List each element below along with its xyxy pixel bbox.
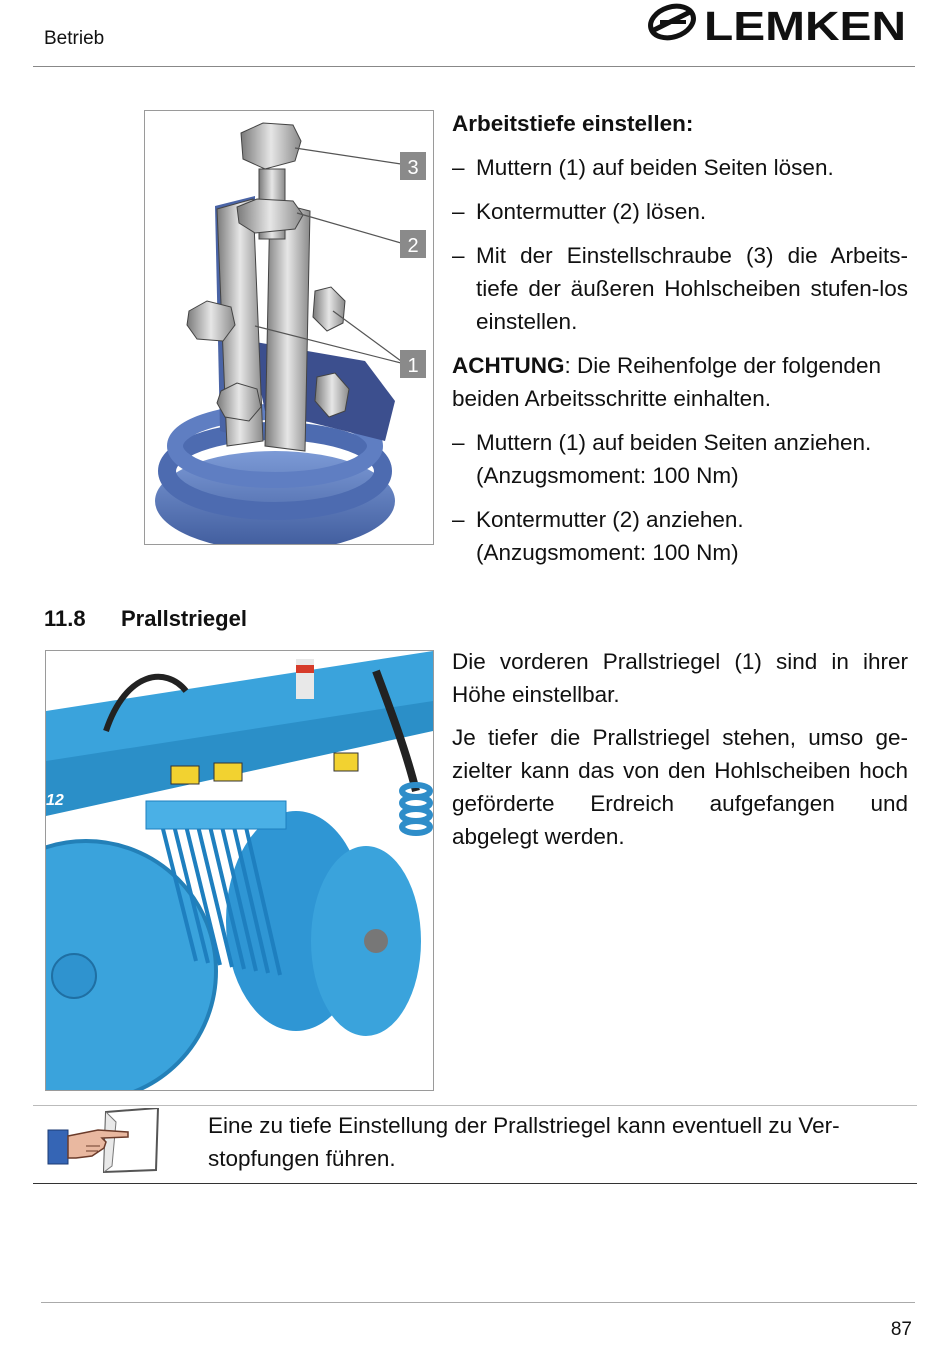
tighten-step-1-line1: Muttern (1) auf beiden Seiten anziehen. [476, 430, 872, 455]
prallstriegel-illustration [46, 651, 433, 1090]
note-bottom-rule [33, 1183, 917, 1184]
section-title: Prallstriegel [121, 606, 247, 631]
figure-depth-adjustment [144, 110, 434, 545]
depth-adjustment-illustration [145, 111, 433, 544]
note-text: Eine zu tiefe Einstellung der Prallstriegel kann eventuell zu Ver-stopfungen führen. [208, 1113, 840, 1171]
section-number: 11.8 [44, 606, 86, 631]
lemken-logo [646, 0, 908, 52]
attention-text: : Die Reihenfolge der folgenden beiden Arbeitsschritte einhalten. [452, 353, 881, 411]
callout-label-1: 1 [407, 355, 419, 377]
prallstriegel-para-2: Je tiefer die Prallstriegel stehen, umso ge-zielter kann das von den Hohlscheiben hoch geförderte Erdreich aufgefangen und abgelegt werden. [452, 725, 908, 849]
figure-prallstriegel [45, 650, 434, 1091]
header-section-title: Betrieb [44, 28, 105, 49]
tighten-step-2-torque: (Anzugsmoment: 100 Nm) [476, 540, 739, 565]
tighten-step-1-torque: (Anzugsmoment: 100 Nm) [476, 463, 739, 488]
page-number: 87 [890, 1319, 912, 1340]
attention-note [452, 349, 908, 415]
depth-instructions [452, 107, 908, 569]
tighten-step-2 [452, 503, 908, 569]
depth-step-2: – Kontermutter (2) lösen. [452, 195, 908, 228]
frame-number-label: 12 [46, 792, 64, 809]
lemken-logo-icon [646, 1, 697, 43]
footer-rule [41, 1302, 915, 1303]
pointing-hand-icon [46, 1108, 160, 1174]
note-top-rule [33, 1105, 917, 1106]
depth-heading: Arbeitstiefe einstellen: [452, 111, 694, 136]
depth-step-3: – Mit der Einstellschraube (3) die Arbeits-tiefe der äußeren Hohlscheiben stufen-los einstellen. [452, 239, 908, 338]
svg-text:LEMKEN: LEMKEN [704, 3, 906, 49]
tighten-step-1 [452, 426, 908, 492]
callout-label-2: 2 [407, 235, 419, 257]
header-rule [33, 66, 915, 67]
depth-step-1: – Muttern (1) auf beiden Seiten lösen. [452, 151, 908, 184]
attention-label: ACHTUNG [452, 353, 565, 378]
prallstriegel-para-1: Die vorderen Prallstriegel (1) sind in ihrer Höhe einstellbar. [452, 649, 908, 707]
tighten-step-2-line1: Kontermutter (2) anziehen. [476, 507, 744, 532]
callout-label-3: 3 [407, 157, 419, 179]
prallstriegel-text [452, 645, 908, 853]
